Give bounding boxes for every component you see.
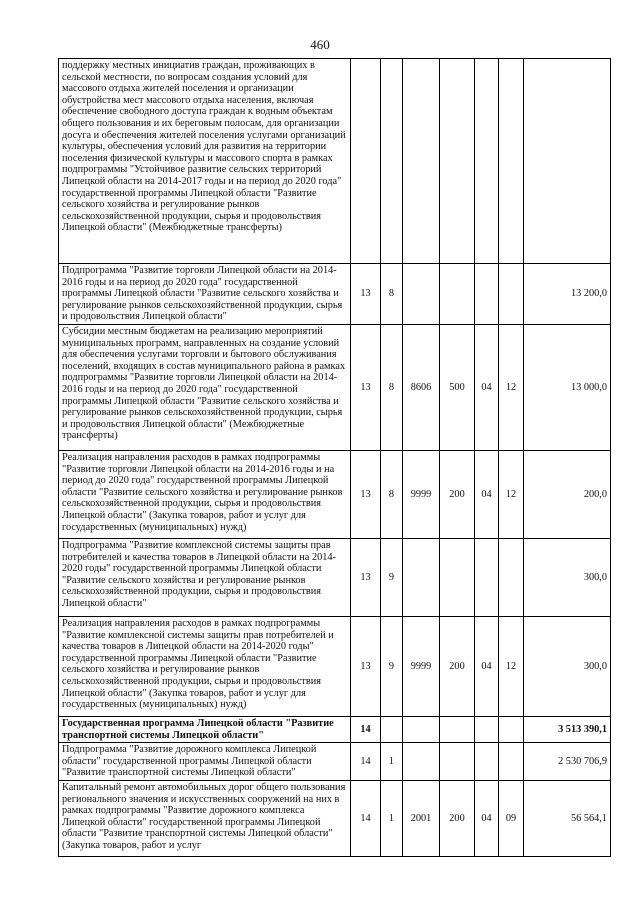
table-row [59, 59, 611, 264]
table-row [59, 539, 611, 617]
cell-c1: 13 [351, 539, 381, 617]
cell-c4: 500 [440, 325, 475, 451]
cell-c3 [403, 743, 440, 781]
cell-c2 [381, 59, 403, 264]
row-name: поддержку местных инициатив граждан, проживающих в сельской местности, по вопросам создания условий для массового отдыха жителей поселения и организации обустройства мест массового отдыха населения, включая обеспечение свободного доступа граждан к водным объектам общего пользования и их береговым полосам, для организации досуга и обеспечения жителей поселения услугами организаций культуры, обеспечения условий для развития на территории поселения физической культуры и массового спорта в рамках подпрограммы "Устойчивое развитие сельских территорий Липецкой области на 2014-2017 годы и на период до 2020 года" государственной программы Липецкой области "Развитие сельского хозяйства и регулирование рынков сельскохозяйственной продукции, сырья и продовольствия Липецкой области" (Межбюджетные трансферты) [59, 59, 351, 264]
row-name: Капитальный ремонт автомобильных дорог общего пользования регионального значения и искусственных сооружений на них в рамках подпрограммы "Развитие дорожного комплекса Липецкой области" государственной программы Липецкой области "Развитие транспортной системы Липецкой области" (Закупка товаров, работ и услуг [59, 780, 351, 856]
cell-c1: 14 [351, 717, 381, 743]
cell-c1: 14 [351, 743, 381, 781]
cell-c3: 8606 [403, 325, 440, 451]
cell-c3: 9999 [403, 451, 440, 539]
cell-c6 [499, 743, 524, 781]
table-row [59, 451, 611, 539]
cell-amount: 200,0 [524, 451, 611, 539]
cell-c1: 14 [351, 780, 381, 856]
cell-c2: 9 [381, 539, 403, 617]
cell-c4: 200 [440, 780, 475, 856]
cell-amount: 300,0 [524, 539, 611, 617]
cell-c5 [475, 743, 499, 781]
cell-c2: 1 [381, 780, 403, 856]
cell-c5 [475, 539, 499, 617]
cell-c1: 13 [351, 325, 381, 451]
table-row [59, 780, 611, 856]
cell-c5: 04 [475, 325, 499, 451]
page-number: 460 [310, 37, 330, 52]
row-name: Подпрограмма "Развитие дорожного комплекса Липецкой области" государственной программы Липецкой области "Развитие транспортной системы Липецкой области" [59, 743, 351, 781]
cell-c6 [499, 539, 524, 617]
row-name: Реализация направления расходов в рамках подпрограммы "Развитие торговли Липецкой области на 2014-2016 годы и на период до 2020 года" государственной программы Липецкой области "Развитие сельского хозяйства и регулирование рынков сельскохозяйственной продукции, сырья и продовольствия Липецкой области" (Закупка товаров, работ и услуг для государственных (муниципальных) нужд) [59, 451, 351, 539]
cell-c4: 200 [440, 451, 475, 539]
row-name: Подпрограмма "Развитие комплексной системы защиты прав потребителей и качества товаров в Липецкой области на 2014-2020 годы" государственной программы Липецкой области "Развитие сельского хозяйства и регулирование рынков сельскохозяйственной продукции, сырья и продовольствия Липецкой области" [59, 539, 351, 617]
cell-c6: 12 [499, 325, 524, 451]
table-row [59, 264, 611, 325]
cell-c5 [475, 717, 499, 743]
cell-c6 [499, 264, 524, 325]
table-row [59, 717, 611, 743]
cell-c6 [499, 717, 524, 743]
cell-c5 [475, 264, 499, 325]
cell-c5: 04 [475, 780, 499, 856]
cell-c3: 9999 [403, 617, 440, 717]
cell-c3 [403, 717, 440, 743]
cell-c6: 12 [499, 451, 524, 539]
cell-c3: 2001 [403, 780, 440, 856]
cell-amount: 2 530 706,9 [524, 743, 611, 781]
cell-c4 [440, 539, 475, 617]
cell-c1 [351, 59, 381, 264]
cell-amount: 56 564,1 [524, 780, 611, 856]
cell-amount [524, 59, 611, 264]
cell-c3 [403, 59, 440, 264]
cell-c4 [440, 264, 475, 325]
cell-amount: 13 200,0 [524, 264, 611, 325]
cell-c2: 1 [381, 743, 403, 781]
cell-amount: 13 000,0 [524, 325, 611, 451]
row-name: Государственная программа Липецкой области "Развитие транспортной системы Липецкой области" [59, 717, 351, 743]
table-row [59, 617, 611, 717]
cell-c3 [403, 264, 440, 325]
row-name: Реализация направления расходов в рамках подпрограммы "Развитие комплексной системы защиты прав потребителей и качества товаров в Липецкой области на 2014-2020 годы" государственной программы Липецкой области "Развитие сельского хозяйства и регулирование рынков сельскохозяйственной продукции, сырья и продовольствия Липецкой области" (Закупка товаров, работ и услуг для государственных (муниципальных) нужд) [59, 617, 351, 717]
row-name: Подпрограмма "Развитие торговли Липецкой области на 2014-2016 годы и на период до 2020 года" государственной программы Липецкой области "Развитие сельского хозяйства и регулирование рынков сельскохозяйственной продукции, сырья и продовольствия Липецкой области" [59, 264, 351, 325]
cell-c2: 9 [381, 617, 403, 717]
cell-c4 [440, 743, 475, 781]
cell-c4 [440, 59, 475, 264]
cell-c2: 8 [381, 264, 403, 325]
cell-c2: 8 [381, 325, 403, 451]
cell-c1: 13 [351, 617, 381, 717]
cell-c3 [403, 539, 440, 617]
cell-c2 [381, 717, 403, 743]
cell-c4 [440, 717, 475, 743]
table-row [59, 325, 611, 451]
table-row [59, 743, 611, 781]
cell-c5 [475, 59, 499, 264]
cell-c6: 09 [499, 780, 524, 856]
row-name: Субсидии местным бюджетам на реализацию мероприятий муниципальных программ, направленных на создание условий для обеспечения услугами торговли и бытового обслуживания поселений, входящих в состав муниципального района в рамках подпрограммы "Развитие торговли Липецкой области на 2014-2016 годы и на период до 2020 года" государственной программы Липецкой области "Развитие сельского хозяйства и регулирование рынков сельскохозяйственной продукции, сырья и продовольствия Липецкой области" (Межбюджетные трансферты) [59, 325, 351, 451]
cell-amount: 3 513 390,1 [524, 717, 611, 743]
cell-c6: 12 [499, 617, 524, 717]
cell-c2: 8 [381, 451, 403, 539]
budget-table [58, 58, 611, 857]
cell-amount: 300,0 [524, 617, 611, 717]
cell-c1: 13 [351, 451, 381, 539]
cell-c5: 04 [475, 617, 499, 717]
cell-c6 [499, 59, 524, 264]
cell-c4: 200 [440, 617, 475, 717]
cell-c1: 13 [351, 264, 381, 325]
cell-c5: 04 [475, 451, 499, 539]
